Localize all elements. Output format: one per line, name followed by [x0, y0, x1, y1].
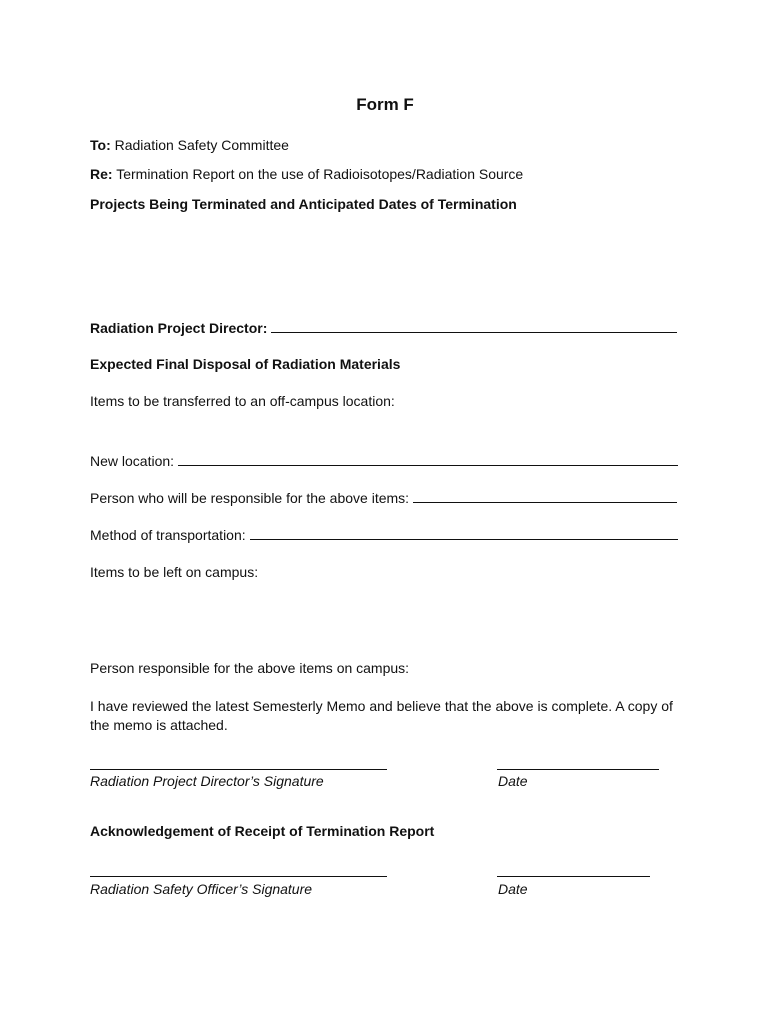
director-signature-line[interactable] — [90, 769, 387, 770]
new-location-row — [90, 451, 678, 469]
left-on-campus-label: Items to be left on campus: — [90, 564, 259, 580]
new-location-field[interactable] — [178, 451, 678, 466]
re-value: Termination Report on the use of Radioisotopes/Radiation Source — [116, 166, 524, 182]
director-row — [90, 318, 677, 336]
acknowledgement-heading: Acknowledgement of Receipt of Termination Report — [90, 823, 435, 839]
transport-label: Method of transportation: — [90, 527, 246, 543]
transport-field[interactable] — [250, 525, 678, 540]
form-title: Form F — [356, 95, 414, 114]
person-responsible-field[interactable] — [413, 488, 677, 503]
director-label: Radiation Project Director: — [90, 320, 268, 336]
disposal-heading: Expected Final Disposal of Radiation Materials — [90, 356, 401, 372]
transport-row — [90, 525, 678, 543]
new-location-label: New location: — [90, 453, 175, 469]
director-date-line[interactable] — [497, 769, 659, 770]
to-label: To: — [90, 137, 111, 153]
projects-heading: Projects Being Terminated and Anticipated Dates of Termination — [90, 196, 517, 212]
re-label: Re: — [90, 166, 113, 182]
officer-date-line[interactable] — [497, 876, 650, 877]
officer-signature-line[interactable] — [90, 876, 387, 877]
to-value: Radiation Safety Committee — [114, 137, 289, 153]
offcampus-label: Items to be transferred to an off-campus location: — [90, 393, 395, 409]
person-responsible-label: Person who will be responsible for the above items: — [90, 490, 410, 506]
person-on-campus-label: Person responsible for the above items on campus: — [90, 660, 410, 676]
statement-paragraph: I have reviewed the latest Semesterly Memo and believe that the above is complete. A copy of the memo is attached. — [90, 698, 673, 733]
officer-signature-label: Radiation Safety Officer’s Signature — [90, 881, 313, 897]
to-line — [90, 137, 289, 153]
date-label-2: Date — [498, 881, 528, 897]
person-responsible-row — [90, 488, 677, 506]
date-label-1: Date — [498, 773, 528, 789]
director-signature-label: Radiation Project Director’s Signature — [90, 773, 324, 789]
re-line — [90, 166, 523, 182]
director-field[interactable] — [271, 318, 677, 333]
